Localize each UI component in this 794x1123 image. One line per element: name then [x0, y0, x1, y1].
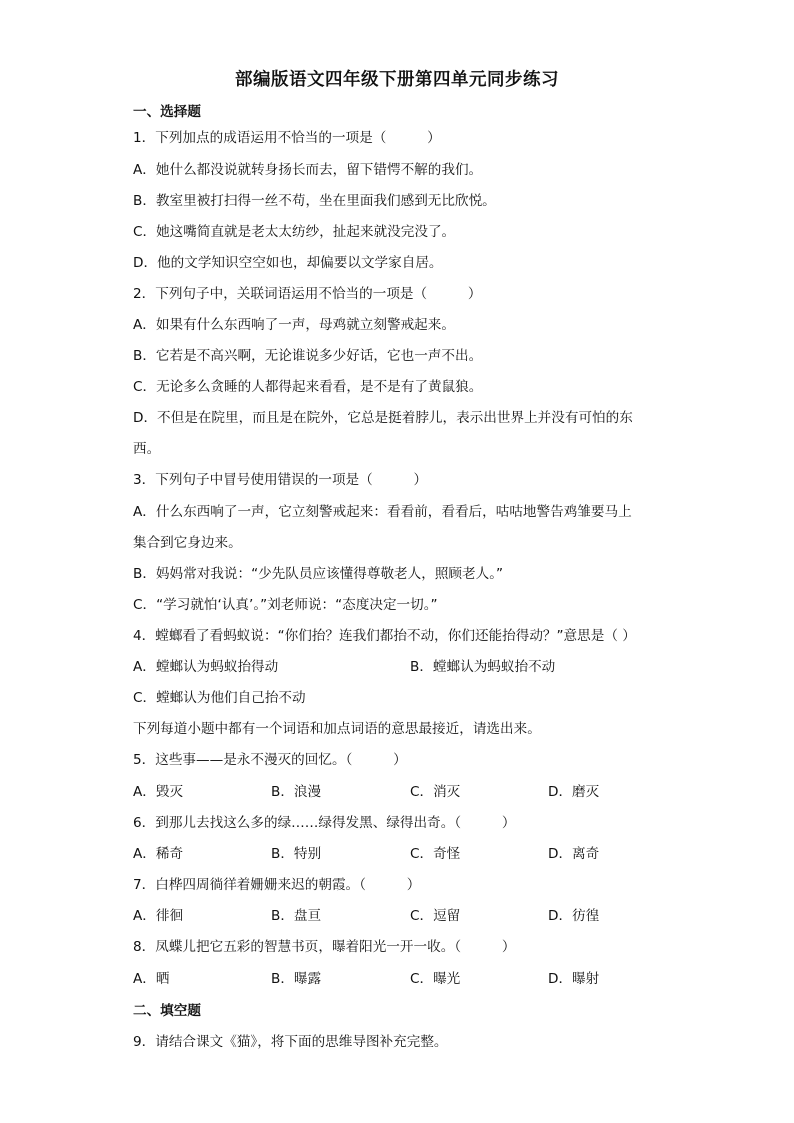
question-7-option-a: A．徘徊 [133, 908, 184, 924]
question-3-stem: 3．下列句子中冒号使用错误的一项是（ ） [133, 472, 428, 488]
question-9-stem: 9．请结合课文《猫》，将下面的思维导图补充完整。 [133, 1034, 448, 1050]
question-8-option-b: B．曝露 [271, 971, 322, 987]
question-6-option-b: B．特别 [271, 846, 322, 862]
question-3-option-c: C．“学习就怕‘认真’。”刘老师说：“态度决定一切。” [133, 597, 438, 613]
question-8-option-c: C．曝光 [410, 971, 461, 987]
question-1-option-b: B．教室里被打扫得一丝不苟，坐在里面我们感到无比欣悦。 [133, 193, 496, 209]
section-heading-choice: 一、选择题 [133, 104, 201, 120]
question-2-option-d-line1: D．不但是在院里，而且是在院外，它总是挺着脖儿，表示出世界上并没有可怕的东 [133, 410, 633, 426]
instruction-text: 下列每道小题中都有一个词语和加点词语的意思最接近，请选出来。 [133, 721, 541, 737]
question-2-option-b: B．它若是不高兴啊，无论谁说多少好话，它也一声不出。 [133, 348, 483, 364]
question-8-option-d: D．曝射 [548, 971, 600, 987]
question-5-stem: 5．这些事——是永不漫灭的回忆。（ ） [133, 752, 407, 768]
question-2-option-d-line2: 西。 [133, 441, 161, 457]
question-6-option-d: D．离奇 [548, 846, 600, 862]
question-6-options-row [133, 844, 693, 864]
question-4-option-c: C．螳螂认为他们自己抬不动 [133, 690, 306, 706]
question-6-stem: 6．到那儿去找这么多的绿……绿得发黑、绿得出奇。（ ） [133, 815, 516, 831]
question-2-stem: 2．下列句子中，关联词语运用不恰当的一项是（ ） [133, 286, 482, 302]
question-3-option-a-line1: A．什么东西响了一声，它立刻警戒起来：看看前，看看后，咕咕地警告鸡雏要马上 [133, 504, 632, 520]
question-6-option-a: A．稀奇 [133, 846, 184, 862]
question-8-option-a: A．晒 [133, 971, 170, 987]
question-8-stem: 8．凤蝶儿把它五彩的智慧书页，曝着阳光一开一收。（ ） [133, 939, 516, 955]
question-7-options-row [133, 906, 693, 926]
question-1-option-a: A．她什么都没说就转身扬长而去，留下错愕不解的我们。 [133, 162, 483, 178]
question-5-option-b: B．浪漫 [271, 784, 322, 800]
question-4-stem: 4．螳螂看了看蚂蚁说：“你们抬？连我们都抬不动，你们还能抬得动？”意思是（ ） [133, 628, 636, 644]
question-7-stem: 7．白桦四周徜徉着姗姗来迟的朝霞。（ ） [133, 877, 421, 893]
question-3-option-a-line2: 集合到它身边来。 [133, 535, 242, 551]
question-2-option-c: C．无论多么贪睡的人都得起来看看，是不是有了黄鼠狼。 [133, 379, 483, 395]
section-heading-fill: 二、填空题 [133, 1003, 201, 1019]
question-7-option-c: C．逗留 [410, 908, 461, 924]
question-2-option-a: A．如果有什么东西响了一声，母鸡就立刻警戒起来。 [133, 317, 455, 333]
question-1-option-d: D．他的文学知识空空如也，却偏要以文学家自居。 [133, 255, 443, 271]
question-3-option-b: B．妈妈常对我说：“少先队员应该懂得尊敬老人，照顾老人。” [133, 566, 504, 582]
question-5-option-a: A．毁灭 [133, 784, 184, 800]
question-7-option-b: B．盘亘 [271, 908, 322, 924]
question-8-options-row [133, 969, 693, 989]
question-6-option-c: C．奇怪 [410, 846, 461, 862]
question-5-options-row [133, 782, 693, 802]
question-1-stem: 1．下列加点的成语运用不恰当的一项是（ ） [133, 130, 441, 146]
question-1-option-c: C．她这嘴简直就是老太太纺纱，扯起来就没完没了。 [133, 224, 456, 240]
question-7-option-d: D．彷徨 [548, 908, 600, 924]
question-5-option-d: D．磨灭 [548, 784, 600, 800]
question-4-option-a: A．螳螂认为蚂蚁抬得动 [133, 659, 279, 675]
question-4-option-b: B．螳螂认为蚂蚁抬不动 [410, 659, 556, 675]
question-4-options-row [133, 657, 693, 677]
question-5-option-c: C．消灭 [410, 784, 461, 800]
page-title: 部编版语文四年级下册第四单元同步练习 [235, 70, 559, 90]
